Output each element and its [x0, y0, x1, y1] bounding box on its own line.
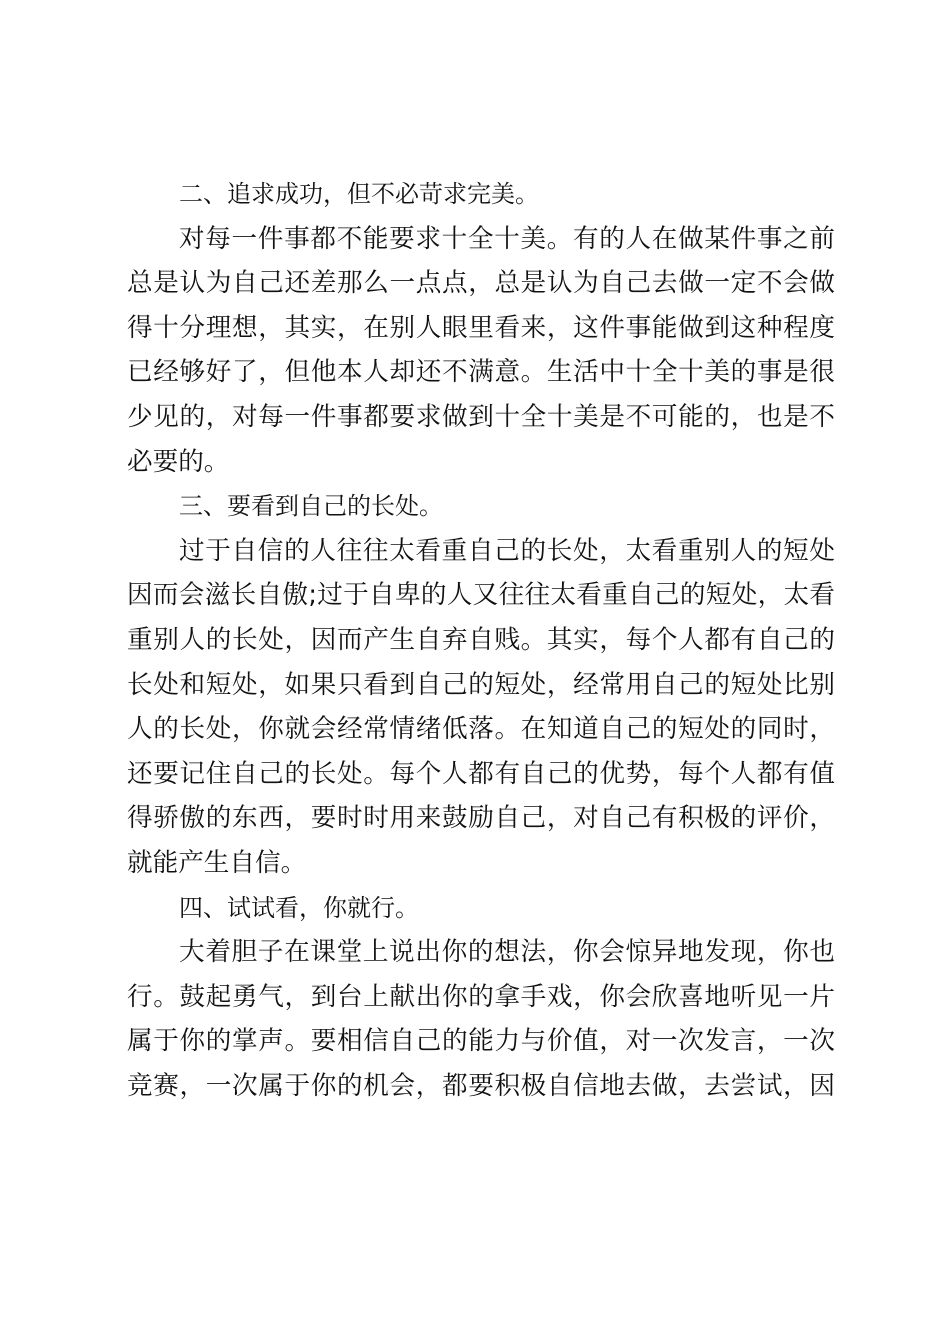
paragraph-line: 得骄傲的东西，要时时用来鼓励自己，对自己有积极的评价，	[127, 803, 835, 834]
section-heading: 三、要看到自己的长处。	[179, 492, 443, 521]
paragraph-line: 大着胆子在课堂上说出你的想法，你会惊异地发现，你也	[179, 937, 835, 968]
paragraph-line: 必要的。	[127, 446, 230, 477]
paragraph-line: 已经够好了，但他本人却还不满意。生活中十全十美的事是很	[127, 357, 835, 388]
paragraph-line: 得十分理想，其实，在别人眼里看来，这件事能做到这种程度	[127, 312, 835, 343]
paragraph-line: 少见的，对每一件事都要求做到十全十美是不可能的，也是不	[127, 401, 835, 432]
paragraph-line: 属于你的掌声。要相信自己的能力与价值，对一次发言，一次	[127, 1026, 835, 1057]
section-heading: 四、试试看，你就行。	[179, 893, 419, 922]
paragraph-line: 行。鼓起勇气，到台上献出你的拿手戏，你会欣喜地听见一片	[127, 981, 835, 1012]
paragraph-line: 总是认为自己还差那么一点点，总是认为自己去做一定不会做	[127, 268, 835, 299]
paragraph-line: 过于自信的人往往太看重自己的长处，太看重别人的短处	[179, 535, 835, 566]
section-heading: 二、追求成功，但不必苛求完美。	[179, 180, 539, 208]
paragraph-line: 人的长处，你就会经常情绪低落。在知道自己的短处的同时，	[127, 714, 835, 745]
document-body	[127, 172, 835, 1108]
paragraph-line: 重别人的长处，因而产生自弃自贱。其实，每个人都有自己的	[127, 624, 835, 655]
paragraph-line: 长处和短处，如果只看到自己的短处，经常用自己的短处比别	[127, 669, 835, 700]
paragraph-line: 就能产生自信。	[127, 847, 307, 878]
paragraph-line: 竞赛，一次属于你的机会，都要积极自信地去做，去尝试，因	[127, 1070, 835, 1101]
paragraph-line: 因而会滋长自傲;过于自卑的人又往往太看重自己的短处，太看	[127, 580, 835, 611]
paragraph-line: 还要记住自己的长处。每个人都有自己的优势，每个人都有值	[127, 758, 835, 789]
paragraph-line: 对每一件事都不能要求十全十美。有的人在做某件事之前	[179, 223, 835, 254]
